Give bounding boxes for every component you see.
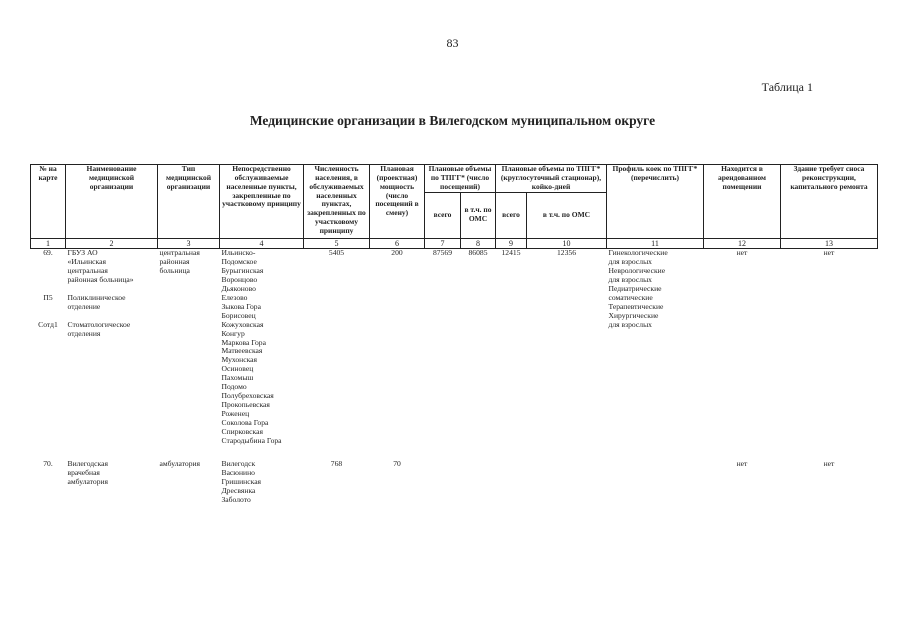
column-number: 7 [425, 238, 461, 248]
sub-unit-name: Стоматологическое [67, 319, 131, 329]
header-rented: Находится в арендованном помещении [704, 165, 781, 239]
visits-total-value [425, 460, 461, 505]
column-number: 8 [461, 238, 496, 248]
header-org-name: Наименование медицинской организации [66, 165, 158, 239]
column-number-row [31, 238, 878, 248]
header-visits-total: всего [425, 192, 461, 238]
beds-oms-value [527, 460, 607, 505]
row-number: 69. П5 Сотд1 [31, 248, 66, 445]
repair-value: нет [823, 247, 835, 257]
header-row [31, 165, 878, 193]
table-row [31, 460, 878, 505]
column-number: 11 [607, 238, 704, 248]
column-number: 5 [304, 238, 370, 248]
header-visits-plan: Плановые объемы по ТПГГ* (число посещений) [425, 165, 496, 193]
sub-unit-name: Поликлиническое [67, 292, 126, 302]
population-value: 768 [330, 458, 343, 468]
column-number: 1 [31, 238, 66, 248]
beds-total-value [496, 460, 527, 505]
org-type: амбулатория [159, 458, 201, 468]
header-map-number: № на карте [31, 165, 66, 239]
header-settlements: Непосредственно обслуживаемые населенные пункты, закрепленные по участковому принципу [220, 165, 304, 239]
page-number: 83 [446, 36, 459, 50]
header-org-type: Тип медицинской организации [158, 165, 220, 239]
capacity-value: 200 [391, 247, 403, 257]
visits-oms-value: 86085 [468, 247, 488, 257]
org-name: Вилегодская врачебная амбулатория [67, 458, 109, 486]
beds-total-value: 12415 [501, 247, 521, 257]
bed-profiles-list [607, 460, 704, 505]
header-capacity: Плановая (проектная) мощность (число посещений в смену) [370, 165, 425, 239]
rented-value: нет [736, 247, 748, 257]
repair-value: нет [823, 458, 835, 468]
column-number: 9 [496, 238, 527, 248]
header-repair: Здание требует сноса реконструкции, капитального ремонта [781, 165, 878, 239]
table-label: Таблица 1 [761, 80, 813, 94]
document-title: Медицинские организации в Вилегодском муниципальном округе [249, 113, 656, 128]
column-number: 13 [781, 238, 878, 248]
settlements-list: Ильинско- Подомское Бурыгинская Воронцово Дьяконово Елезово Зыкова Гора Борисовец Кожуховская Конгур Маркова Гора Матвеевская Мухонская Осиновец Пахомыш Подомо Полубреховская Прокопьевская Роженец Соколова Гора Спирковская Стародыбина Гора [221, 247, 282, 445]
settlements-list: Вилегодск Васюнино Гришинская Дресвянка Заболото [221, 458, 262, 504]
column-number: 4 [220, 238, 304, 248]
org-type: центральная районная больница [159, 247, 200, 275]
header-beds-plan: Плановые объемы по ТПГГ* (круглосуточный стационар), койко-дней [496, 165, 607, 193]
header-beds-oms: в т.ч. по ОМС [527, 192, 607, 238]
row-number: 70. [43, 458, 53, 468]
sub-unit-number: Сотд1 [38, 319, 58, 329]
organizations-table [30, 164, 878, 505]
bed-profiles-list: Гинекологические для взрослых Неврологические для взрослых Педиатрические соматические Терапевтические Хирургические для взрослых [608, 247, 668, 329]
population-value: 5405 [328, 247, 345, 257]
column-number: 12 [704, 238, 781, 248]
rented-value: нет [736, 458, 748, 468]
column-number: 2 [66, 238, 158, 248]
beds-oms-value: 12356 [557, 247, 576, 257]
sub-unit-number: П5 [43, 292, 53, 302]
column-number: 3 [158, 238, 220, 248]
visits-total-value: 87569 [433, 247, 452, 257]
table-row [31, 248, 878, 445]
org-name: ГБУЗ АО «Ильинская центральная районная больница» Поликлиническое отделение Стоматологическое отделения [66, 248, 158, 445]
visits-oms-value [461, 460, 496, 505]
header-population: Численность населения, в обслуживаемых населенных пунктах, закрепленных по участковому принципу [304, 165, 370, 239]
header-visits-oms: в т.ч. по ОМС [461, 192, 496, 238]
column-number: 6 [370, 238, 425, 248]
column-number: 10 [527, 238, 607, 248]
capacity-value: 70 [393, 458, 401, 468]
header-beds-total: всего [496, 192, 527, 238]
header-bed-profiles: Профиль коек по ТПГГ* (перечислить) [607, 165, 704, 239]
